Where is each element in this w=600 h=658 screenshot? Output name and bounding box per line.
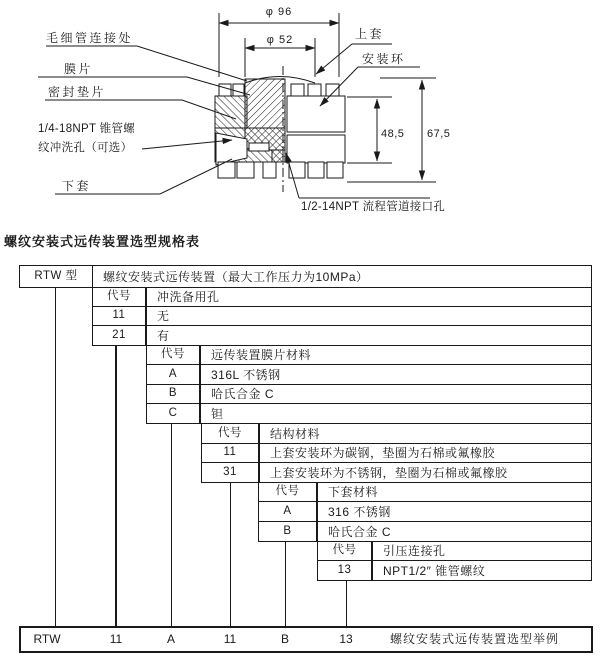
bolt [327, 162, 343, 178]
lower-sleeve-label: 下套 [62, 179, 92, 193]
center-stem [272, 150, 283, 162]
connector-line [285, 542, 287, 626]
bolt [308, 84, 321, 96]
bolt [263, 162, 276, 178]
option-desc: 哈氏合金 C [317, 521, 592, 542]
upper-sleeve-leader [316, 44, 352, 74]
bolt [308, 162, 324, 178]
example-item-sleeve: B [280, 632, 290, 646]
model-code-cell: RTW 型 [19, 265, 93, 288]
option-code: 13 [317, 560, 372, 581]
table-title: 螺纹安装式远传装置选型规格表 [4, 234, 201, 249]
connector-line [115, 346, 117, 626]
example-row-label: 螺纹安装式远传装置选型举例 [390, 632, 560, 646]
option-desc: 316 不锈钢 [317, 501, 592, 522]
model-desc-cell: 螺纹安装式远传装置（最大工作压力为10MPa） [92, 265, 592, 288]
option-desc: 316L 不锈钢 [200, 364, 592, 385]
gasket-leader [45, 100, 236, 119]
option-code: 21 [92, 325, 146, 346]
bolt [237, 162, 254, 178]
option-desc: 钽 [200, 403, 592, 424]
seal-gasket-block [215, 96, 247, 128]
lower-sleeve-block [287, 135, 345, 163]
option-desc: 上套安装环为碳钢，垫圈为石棉或氟橡胶 [259, 443, 592, 463]
level3-header-desc: 结构材料 [259, 423, 592, 444]
level4-header-code: 代号 [258, 482, 317, 502]
level5-header-code: 代号 [317, 541, 372, 561]
flush-label-line2: 纹冲洗孔（可选） [38, 142, 133, 154]
upper-sleeve-label: 上套 [355, 27, 385, 41]
level1-header-desc: 冲洗备用孔 [146, 287, 592, 307]
option-code: A [258, 501, 317, 522]
level4-header-desc: 下套材料 [317, 482, 592, 502]
option-code: B [146, 384, 200, 404]
option-desc: NPT1/2″ 锥管螺纹 [372, 560, 592, 581]
dim-48-5-text: 48,5 [381, 128, 405, 140]
diaphragm-label: 膜片 [64, 62, 94, 76]
flush-label-line1: 1/4-18NPT 锥管螺 [38, 123, 135, 135]
device-body [215, 66, 345, 192]
level2-header-code: 代号 [146, 345, 200, 365]
mounting-ring-label: 安装环 [362, 52, 406, 66]
bolt [291, 84, 304, 96]
process-port-label: 1/2-14NPT 流程管道接口孔 [301, 201, 446, 213]
device-drawing [0, 0, 600, 228]
flush-channel [249, 143, 269, 151]
dim-phi96-text: φ 96 [265, 6, 293, 18]
dim-phi52-text: φ 52 [266, 34, 294, 46]
option-desc: 哈氏合金 C [200, 384, 592, 404]
upper-sleeve-block [287, 96, 345, 132]
capillary-label: 毛细管连接处 [46, 31, 134, 45]
option-code: 31 [201, 462, 259, 483]
option-code: A [146, 364, 200, 385]
option-code: B [258, 521, 317, 542]
connector-line [55, 287, 57, 626]
option-code: 11 [201, 443, 259, 463]
example-item-flush: 11 [109, 632, 123, 646]
option-desc: 上套安装环为不锈钢，垫圈为石棉或氟橡胶 [259, 462, 592, 483]
level2-header-desc: 远传装置膜片材料 [200, 345, 592, 365]
example-item-model: RTW [33, 632, 61, 646]
example-item-diaphragm: A [166, 632, 176, 646]
connector-line [171, 424, 173, 626]
option-desc: 无 [146, 306, 592, 326]
level1-header-code: 代号 [92, 287, 146, 307]
dim-67-5-text: 67,5 [427, 128, 451, 140]
seal-gasket-label: 密封垫片 [48, 85, 107, 99]
option-desc: 有 [146, 325, 592, 346]
example-item-structure: 11 [223, 632, 237, 646]
example-item-connection: 13 [339, 632, 353, 646]
level3-header-code: 代号 [201, 423, 259, 444]
option-code: C [146, 403, 200, 424]
bolt [233, 84, 244, 96]
bolt [326, 84, 339, 96]
bolt [219, 84, 231, 96]
option-code: 11 [92, 306, 146, 326]
connector-line [346, 581, 348, 626]
level5-header-desc: 引压连接孔 [372, 541, 592, 561]
connector-line [230, 483, 232, 626]
